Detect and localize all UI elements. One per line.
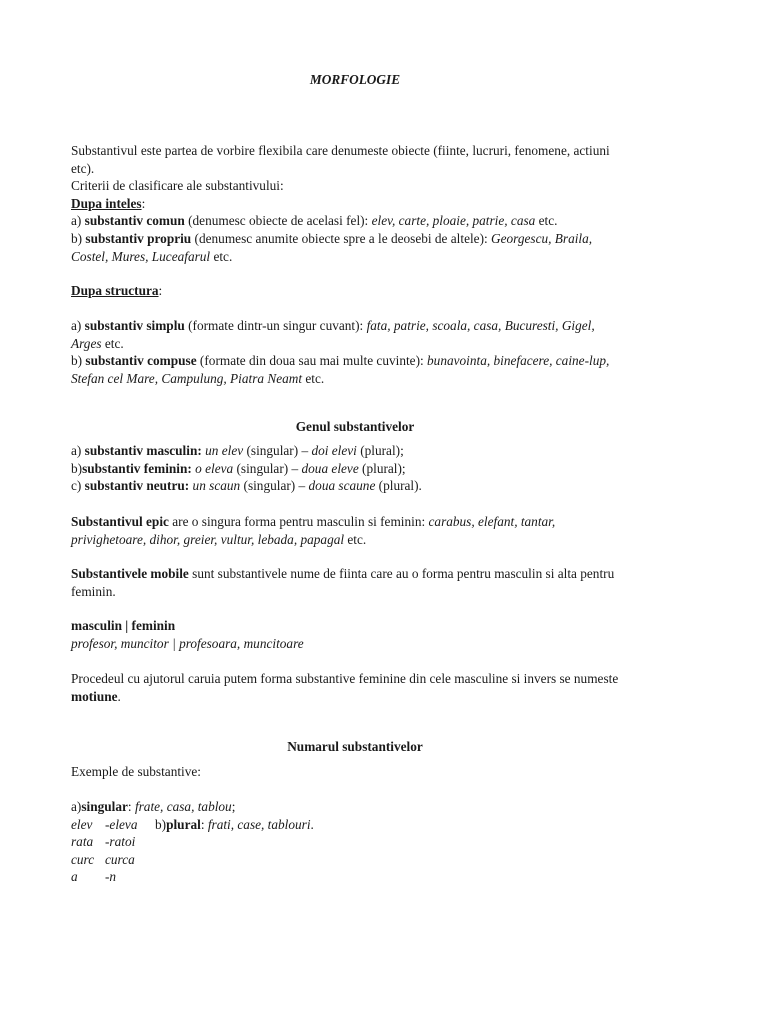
substantiv-propriu-line: Costel, Mures, Luceafarul etc. bbox=[71, 248, 233, 264]
motiune-line: Procedeul cu ajutorul caruia putem forma substantive feminine din cele masculine si invers se numeste bbox=[71, 671, 619, 686]
example-left: rata bbox=[71, 834, 94, 849]
intro-line: Substantivul este partea de vorbire flexibila care denumeste obiecte (fiinte, lucruri, fenomene, actiuni bbox=[71, 143, 610, 158]
genul-section bbox=[71, 442, 701, 495]
substantiv-compus-line: b) substantiv compuse (formate din doua sau mai multe cuvinte): bunavointa, binefacere, caine-lup, bbox=[71, 353, 610, 369]
mf-heading: masculin | feminin bbox=[71, 618, 176, 633]
masculin-feminin-section bbox=[71, 617, 701, 652]
numarul-intro bbox=[71, 763, 701, 781]
example-left: elev bbox=[71, 817, 93, 832]
mobile-line: Substantivele mobile sunt substantivele nume de fiinta care au o forma pentru masculin si alta pentru bbox=[71, 566, 615, 581]
example-left: a bbox=[71, 869, 78, 884]
dupa-structura-section bbox=[71, 282, 701, 300]
feminin-line: b)substantiv feminin: o eleva (singular) – doua eleve (plural); bbox=[71, 460, 406, 476]
epic-line: privighetoare, dihor, greier, vultur, lebada, papagal etc. bbox=[71, 531, 367, 547]
motiune-section bbox=[71, 670, 701, 705]
plural-line: b)plural: frati, case, tablouri. bbox=[155, 817, 314, 832]
structura-items bbox=[71, 317, 701, 387]
masculin-line: a) substantiv masculin: un elev (singular) – doi elevi (plural); bbox=[71, 443, 404, 458]
epic-line: Substantivul epic are o singura forma pentru masculin si feminin: carabus, elefant, tantar, bbox=[71, 514, 556, 529]
epic-section bbox=[71, 513, 701, 548]
genul-heading: Genul substantivelor bbox=[295, 419, 415, 434]
dupa-structura-heading: Dupa structura: bbox=[71, 283, 163, 298]
example-left: curc bbox=[71, 852, 95, 867]
numarul-intro-line: Exemple de substantive: bbox=[71, 764, 201, 779]
example-right: -ratoi bbox=[105, 834, 136, 849]
singular-line: a)singular: frate, casa, tablou; bbox=[71, 799, 236, 814]
page-title: MORFOLOGIE bbox=[309, 72, 401, 87]
mf-examples: profesor, muncitor | profesoara, muncitoare bbox=[71, 635, 304, 651]
substantiv-propriu-line: b) substantiv propriu (denumesc anumite obiecte spre a le deosebi de altele): Georgescu, Braila, bbox=[71, 230, 593, 246]
intro-line: Criterii de clasificare ale substantivului: bbox=[71, 178, 284, 194]
intro-line: etc). bbox=[71, 160, 95, 176]
substantiv-simplu-line: Arges etc. bbox=[71, 335, 124, 351]
substantiv-comun-line: a) substantiv comun (denumesc obiecte de acelasi fel): elev, carte, ploaie, patrie, casa etc. bbox=[71, 213, 558, 229]
motiune-line: motiune. bbox=[71, 688, 121, 704]
neutru-line: c) substantiv neutru: un scaun (singular) – doua scaune (plural). bbox=[71, 478, 422, 494]
example-right: -n bbox=[105, 869, 117, 884]
substantiv-compus-line: Stefan cel Mare, Campulung, Piatra Neamt etc. bbox=[71, 370, 325, 386]
mobile-section bbox=[71, 565, 701, 600]
numarul-heading: Numarul substantivelor bbox=[287, 739, 423, 754]
substantiv-simplu-line: a) substantiv simplu (formate dintr-un singur cuvant): fata, patrie, scoala, casa, Bucuresti, Gigel, bbox=[71, 318, 595, 333]
example-right: -eleva bbox=[105, 817, 138, 832]
intro-section bbox=[71, 142, 701, 265]
example-right: curca bbox=[105, 852, 135, 867]
dupa-inteles-heading: Dupa inteles: bbox=[71, 195, 146, 211]
mobile-line: feminin. bbox=[71, 583, 116, 599]
